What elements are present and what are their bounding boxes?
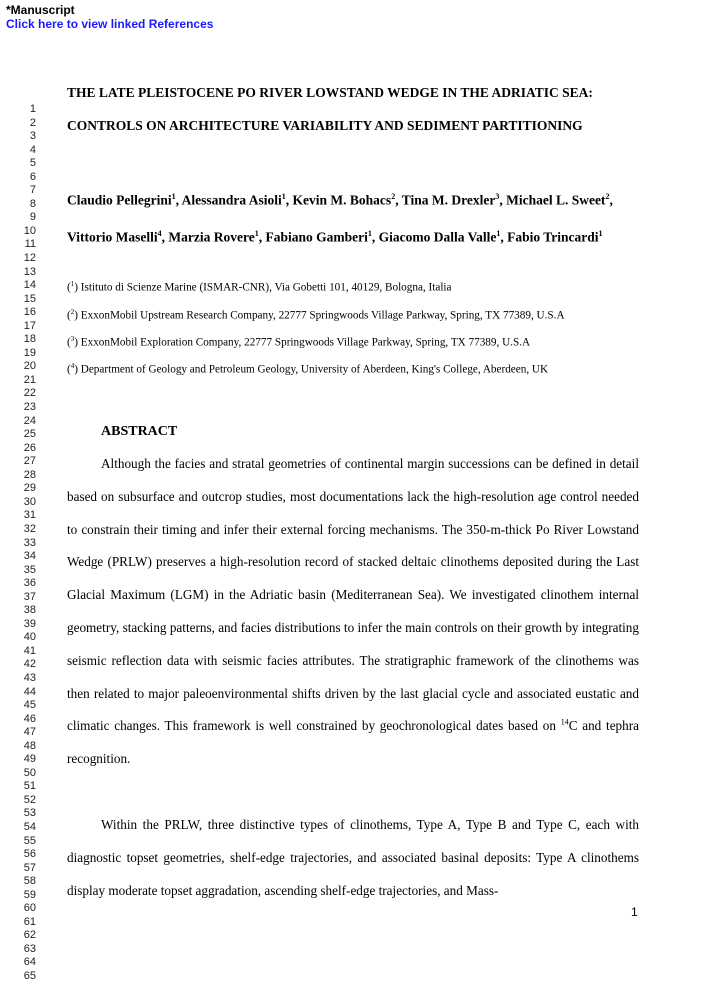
author-name: Claudio Pellegrini <box>67 192 172 208</box>
line-number: 21 <box>23 373 36 386</box>
line-number: 59 <box>23 888 36 901</box>
line-number: 46 <box>23 712 36 725</box>
line-number: 31 <box>23 509 36 522</box>
manuscript-tag: *Manuscript <box>6 3 75 17</box>
abstract-paragraph-1: Although the facies and stratal geometries of continental margin successions can be defined in detail based on subsurface and outcrop studies, most documentations lack the high-resolution age control needed to constrain their timing and infer their external forcing mechanisms. The 350-m-thick Po River Lowstand Wedge (PRLW) preserves a high-resolution record of stacked deltaic clinothems deposited during the Last Glacial Maximum (LGM) in the Adriatic basin (Mediterranean Sea). We investigated clinothem internal geometry, stacking patterns, and facies distributions to infer the main controls on their growth by integrating seismic reflection data with seismic facies attributes. The stratigraphic framework of the clinothems was then related to major paleoenvironmental shifts driven by the last glacial cycle and associated eustatic and climatic changes. This framework is well constrained by geochronological dates based on $^{14}$C and tephra recognition. <box>67 456 639 767</box>
line-number: 4 <box>29 143 36 156</box>
author-affiliation-mark: 1 <box>254 228 259 238</box>
line-number: 42 <box>23 658 36 671</box>
line-number: 26 <box>23 441 36 454</box>
author-name: Vittorio Maselli <box>67 229 158 244</box>
author-affiliation-mark: 1 <box>171 192 176 201</box>
title-line-1: THE LATE PLEISTOCENE PO RIVER LOWSTAND WEDGE IN THE ADRIATIC SEA: <box>67 85 593 100</box>
line-number: 39 <box>23 617 36 630</box>
abstract-heading: ABSTRACT <box>101 424 178 439</box>
line-number: 63 <box>23 942 36 955</box>
line-number: 55 <box>23 834 36 847</box>
line-number: 18 <box>23 333 36 346</box>
line-number: 19 <box>23 346 36 359</box>
line-number: 27 <box>23 455 36 468</box>
line-number: 54 <box>23 820 36 833</box>
author-affiliation-mark: 1 <box>367 228 372 238</box>
author-name: Michael L. Sweet <box>506 192 606 208</box>
affiliation-2: ($^2$) ExxonMobil Upstream Research Company, 22777 Springwoods Village Parkway, Spring, TX 77389, U.S.A <box>67 308 565 322</box>
line-number: 56 <box>23 848 36 861</box>
line-number: 8 <box>29 197 36 210</box>
line-number: 47 <box>23 726 36 739</box>
line-number: 13 <box>23 265 36 278</box>
author-affiliation-mark: 3 <box>495 192 500 201</box>
affiliation-1: ($^1$) Istituto di Scienze Marine (ISMAR-CNR), Via Gobetti 101, 40129, Bologna, Italia <box>67 280 452 294</box>
line-number: 36 <box>23 577 36 590</box>
line-number: 6 <box>29 170 36 183</box>
line-number: 20 <box>23 360 36 373</box>
author-name: Marzia Rovere <box>168 229 255 244</box>
author-affiliation-mark: 2 <box>391 192 396 201</box>
line-number: 58 <box>23 875 36 888</box>
line-number: 40 <box>23 631 36 644</box>
abstract-paragraph-2: Within the PRLW, three distinctive types of clinothems, Type A, Type B and Type C, each with diagnostic topset geometries, shelf-edge trajectories, and associated basinal deposits: Type A clinothems display moderate topset aggradation, ascending shelf-edge trajectories, and Mass- <box>67 817 639 898</box>
author-list: Claudio Pellegrini$^1$, Alessandra Asioli$^1$, Kevin M. Bohacs$^2$, Tina M. Drexler$^3$, Michael L. Sweet$^2$, Vittorio Maselli$^4$, Marzia Rovere$^1$, Fabiano Gamberi$^1$, Giacomo Dalla Valle$^1$, Fabio Trincardi$^1$ <box>67 192 613 244</box>
author-name: Kevin M. Bohacs <box>292 192 392 208</box>
line-number: 14 <box>23 279 36 292</box>
line-number: 5 <box>29 157 36 170</box>
author-affiliation-mark: 4 <box>157 228 162 238</box>
line-number: 16 <box>23 306 36 319</box>
line-number: 15 <box>23 292 36 305</box>
author-name: Tina M. Drexler <box>401 192 496 208</box>
author-affiliation-mark: 1 <box>598 228 603 238</box>
line-number: 17 <box>23 319 36 332</box>
author-affiliation-mark: 2 <box>605 192 610 201</box>
line-number: 51 <box>23 780 36 793</box>
line-number: 23 <box>23 401 36 414</box>
line-number: 62 <box>23 929 36 942</box>
line-number: 61 <box>23 915 36 928</box>
affiliation-4: ($^4$) Department of Geology and Petroleum Geology, University of Aberdeen, King's College, Aberdeen, UK <box>67 362 549 376</box>
line-number: 32 <box>23 522 36 535</box>
line-number: 3 <box>29 130 36 143</box>
author-name: Giacomo Dalla Valle <box>378 229 497 244</box>
line-number: 52 <box>23 793 36 806</box>
line-number: 29 <box>23 482 36 495</box>
line-number: 2 <box>29 116 36 129</box>
author-name: Fabio Trincardi <box>507 229 599 244</box>
line-number: 49 <box>23 753 36 766</box>
line-number: 65 <box>23 970 36 982</box>
author-affiliation-mark: 1 <box>496 228 501 238</box>
line-number: 11 <box>24 238 36 251</box>
line-number: 43 <box>23 671 36 684</box>
line-number: 37 <box>23 590 36 603</box>
title-line-2: CONTROLS ON ARCHITECTURE VARIABILITY AND SEDIMENT PARTITIONING <box>67 118 583 133</box>
line-number: 64 <box>23 956 36 969</box>
line-number: 28 <box>23 468 36 481</box>
line-number: 24 <box>23 414 36 427</box>
line-number: 41 <box>23 644 36 657</box>
linked-references-link[interactable]: Click here to view linked References <box>6 17 214 31</box>
line-number: 12 <box>23 252 36 265</box>
line-number: 45 <box>23 699 36 712</box>
author-name: Fabiano Gamberi <box>265 229 368 244</box>
line-number: 44 <box>23 685 36 698</box>
line-number: 10 <box>23 224 36 237</box>
line-number: 7 <box>29 184 36 197</box>
line-number: 38 <box>23 604 36 617</box>
manuscript-header <box>6 3 213 31</box>
line-number: 33 <box>23 536 36 549</box>
line-number: 22 <box>23 387 36 400</box>
affiliation-3: ($^3$) ExxonMobil Exploration Company, 22777 Springwoods Village Parkway, Spring, TX 77389, U.S.A <box>67 335 531 349</box>
line-numbers <box>0 103 36 984</box>
line-number: 25 <box>23 428 36 441</box>
line-number: 50 <box>23 766 36 779</box>
page-number: 1 <box>631 905 638 919</box>
line-number: 1 <box>29 103 36 115</box>
line-number: 30 <box>23 495 36 508</box>
line-number: 53 <box>23 807 36 820</box>
line-number: 9 <box>29 211 36 224</box>
line-number: 57 <box>23 861 36 874</box>
line-number: 35 <box>23 563 36 576</box>
line-number: 60 <box>23 902 36 915</box>
line-number: 48 <box>23 739 36 752</box>
author-name: Alessandra Asioli <box>181 192 282 208</box>
author-affiliation-mark: 1 <box>281 192 286 201</box>
line-number: 34 <box>23 550 36 563</box>
